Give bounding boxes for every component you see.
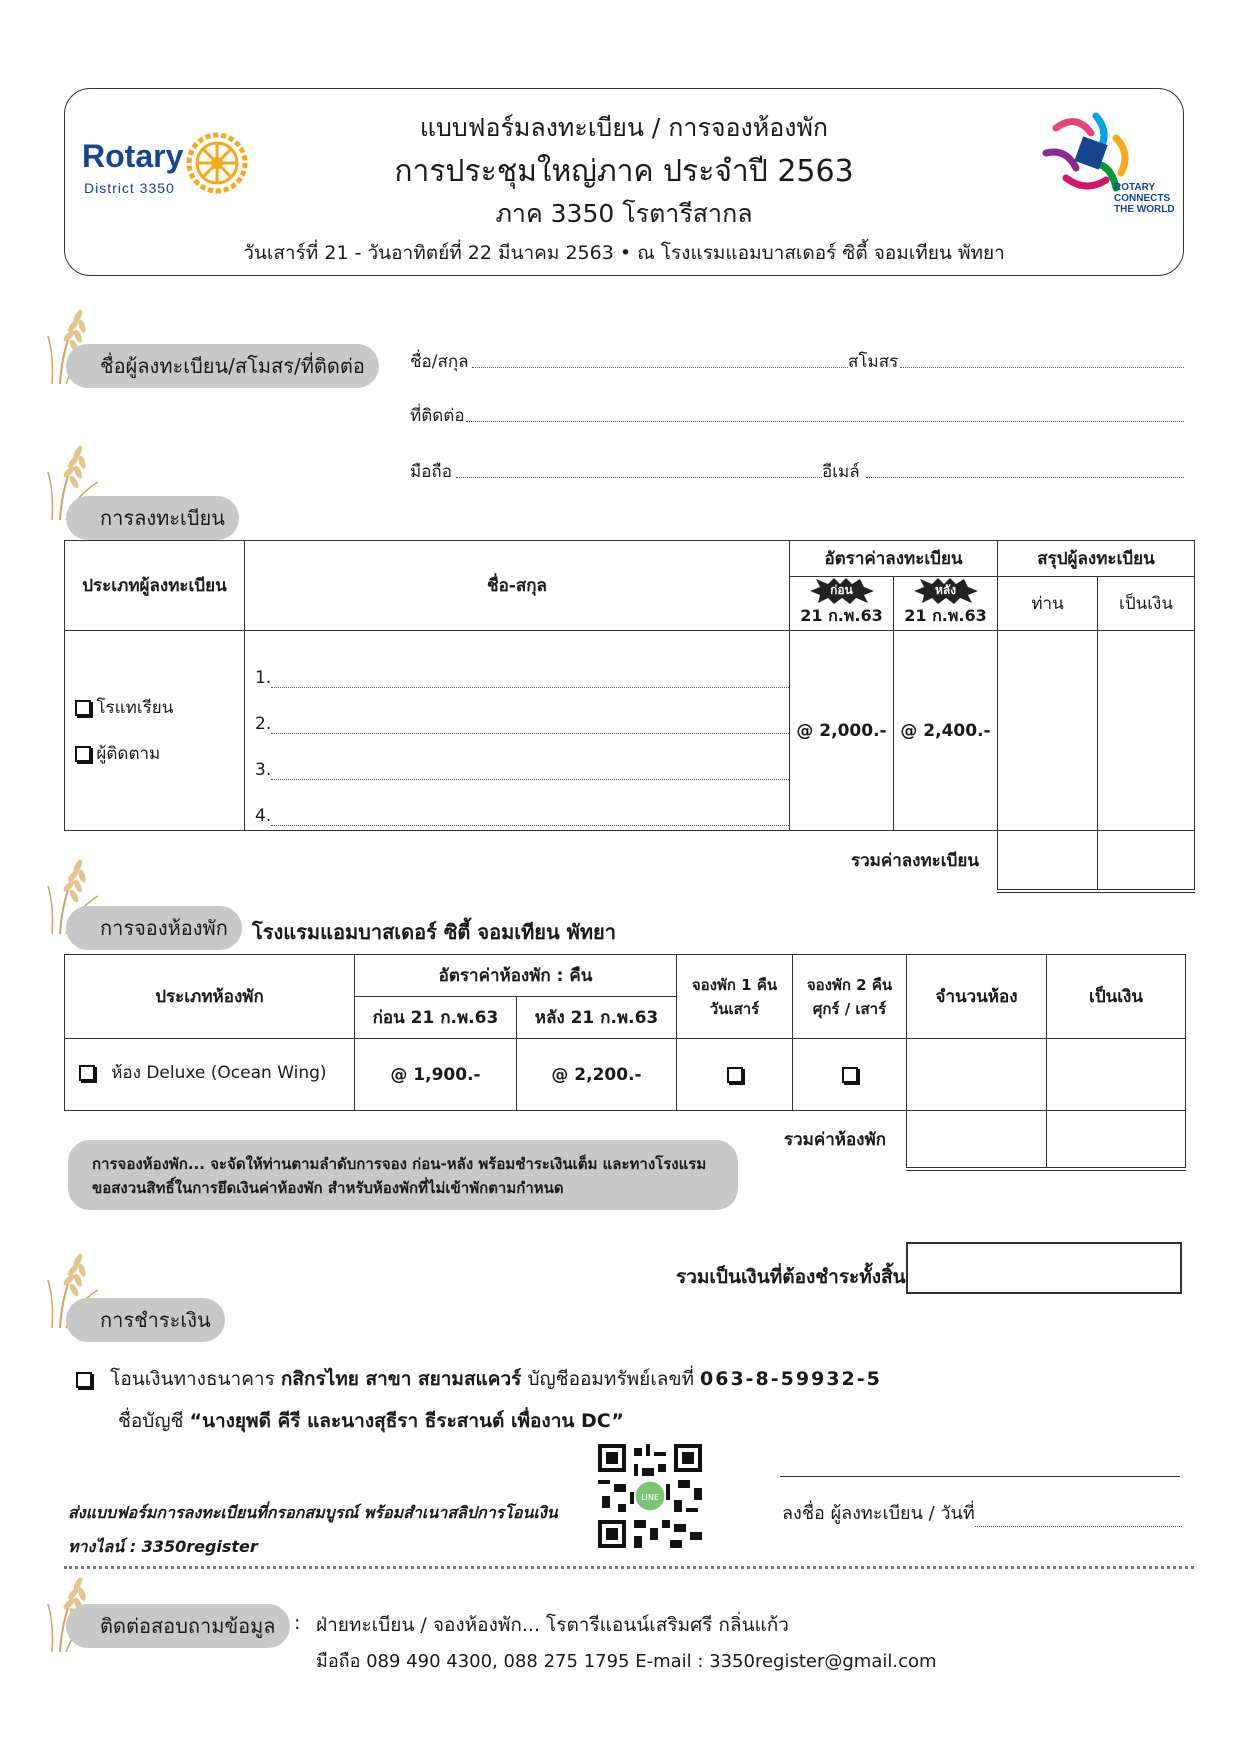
col-amount: เป็นเงิน bbox=[1098, 577, 1195, 631]
registrant-type-options bbox=[65, 631, 245, 831]
persons-cell[interactable] bbox=[998, 631, 1098, 831]
col-registrant-type: ประเภทผู้ลงทะเบียน bbox=[65, 541, 245, 631]
bank-transfer-option[interactable]: โอนเงินทางธนาคาร กสิกรไทย สาขา สยามสแควร์ บัญชีออมทรัพย์เลขที่ 063-8-59932-5 bbox=[76, 1364, 882, 1394]
col-full-name: ชื่อ-สกุล bbox=[245, 541, 790, 631]
hotel-section-tab: การจองห้องพัก bbox=[66, 906, 242, 950]
hotel-total-amount[interactable] bbox=[1047, 1111, 1186, 1169]
col-before-date: ก่อน 21 ก.พ.63 bbox=[790, 577, 894, 631]
payment-section-tab: การชำระเงิน bbox=[66, 1298, 225, 1342]
rotary-wordmark: Rotary bbox=[82, 138, 184, 174]
room-deluxe[interactable]: ห้อง Deluxe (Ocean Wing) bbox=[65, 1039, 355, 1111]
col-rate-before: ก่อน 21 ก.พ.63 bbox=[355, 997, 517, 1039]
account-name-line: ชื่อบัญชี “นางยุพดี คีรี และนางสุธีรา ธีระสานต์ เพื่องาน DC” bbox=[118, 1410, 624, 1432]
two-nights-cell[interactable] bbox=[793, 1039, 907, 1111]
room-rate-after: @ 2,200.- bbox=[517, 1039, 677, 1111]
connects-text: ROTARY CONNECTS THE WORLD bbox=[1114, 182, 1175, 215]
district-title: ภาค 3350 โรตารีสากล bbox=[495, 199, 753, 228]
rotarian-checkbox[interactable] bbox=[75, 700, 91, 716]
room-deluxe-checkbox[interactable] bbox=[79, 1065, 95, 1081]
hotel-name: โรงแรมแอมบาสเดอร์ ซิตี้ จอมเทียน พัทยา bbox=[252, 920, 616, 944]
col-persons: ท่าน bbox=[998, 577, 1098, 631]
col-rate-after: หลัง 21 ก.พ.63 bbox=[517, 997, 677, 1039]
hotel-total-label: รวมค่าห้องพัก bbox=[65, 1111, 907, 1169]
club-label: สโมสร bbox=[848, 352, 899, 372]
two-nights-checkbox[interactable] bbox=[842, 1067, 858, 1083]
email-field[interactable] bbox=[866, 460, 1184, 478]
district-label: District 3350 bbox=[84, 180, 175, 196]
badge-after: หลัง bbox=[914, 578, 978, 604]
event-title: การประชุมใหญ่ภาค ประจำปี 2563 bbox=[394, 154, 854, 189]
registrant-section-tab: ชื่อผู้ลงทะเบียน/สโมสร/ที่ติดต่อ bbox=[66, 344, 379, 388]
bank-transfer-checkbox[interactable] bbox=[76, 1372, 92, 1388]
registration-section-tab: การลงทะเบียน bbox=[66, 496, 239, 540]
address-label: ที่ติดต่อ bbox=[410, 406, 465, 426]
send-instructions: ส่งแบบฟอร์มการลงทะเบียนที่กรอกสมบูรณ์ พร้อมสำเนาสลิปการโอนเงิน ทางไลน์ : 3350register bbox=[68, 1503, 558, 1556]
col-room-type: ประเภทห้องพัก bbox=[65, 955, 355, 1039]
badge-before: ก่อน bbox=[810, 578, 874, 604]
contact-registration-person: ฝ่ายทะเบียน / จองห้องพัก... โรตารีแอนน์เสริมศรี กลิ่นแก้ว bbox=[316, 1614, 789, 1636]
name-entry-1[interactable]: 1. bbox=[255, 642, 789, 688]
col-one-night: จองพัก 1 คืน วันเสาร์ bbox=[677, 955, 793, 1039]
email-label: อีเมล์ bbox=[822, 462, 860, 482]
signature-date-field[interactable]: ลงชื่อ ผู้ลงทะเบียน / วันที่ bbox=[782, 1498, 1182, 1527]
option-follower[interactable]: ผู้ติดตาม bbox=[75, 731, 244, 777]
line-badge: LINE bbox=[641, 1493, 659, 1502]
amount-cell[interactable] bbox=[1098, 631, 1195, 831]
signature-line[interactable] bbox=[780, 1476, 1180, 1477]
mobile-field[interactable] bbox=[456, 460, 822, 478]
registration-total-persons[interactable] bbox=[998, 831, 1098, 891]
address-field[interactable] bbox=[466, 404, 1184, 422]
room-rate-before: @ 1,900.- bbox=[355, 1039, 517, 1111]
form-title: แบบฟอร์มลงทะเบียน / การจองห้องพัก bbox=[419, 113, 829, 142]
col-two-nights: จองพัก 2 คืน ศุกร์ / เสาร์ bbox=[793, 955, 907, 1039]
col-registration-summary: สรุปผู้ลงทะเบียน bbox=[998, 541, 1195, 577]
col-after-date: หลัง 21 ก.พ.63 bbox=[894, 577, 998, 631]
col-registration-rate: อัตราค่าลงทะเบียน bbox=[790, 541, 998, 577]
section-separator bbox=[64, 1566, 1194, 1569]
registration-total-amount[interactable] bbox=[1098, 831, 1195, 891]
mobile-label: มือถือ bbox=[410, 462, 452, 482]
room-amount-cell[interactable] bbox=[1047, 1039, 1186, 1111]
club-field[interactable] bbox=[900, 350, 1184, 368]
name-entry-4[interactable]: 4. bbox=[255, 780, 789, 826]
contact-phone-email: มือถือ 089 490 4300, 088 275 1795 E-mail : 3350register@gmail.com bbox=[316, 1651, 937, 1672]
registration-total-label: รวมค่าลงทะเบียน bbox=[65, 831, 998, 891]
hotel-total-rooms[interactable] bbox=[907, 1111, 1047, 1169]
one-night-checkbox[interactable] bbox=[727, 1067, 743, 1083]
name-field[interactable] bbox=[472, 350, 848, 368]
rate-before: @ 2,000.- bbox=[790, 631, 894, 831]
room-count-cell[interactable] bbox=[907, 1039, 1047, 1111]
name-entries bbox=[245, 631, 790, 831]
grand-total-label: รวมเป็นเงินที่ต้องชำระทั้งสิ้น bbox=[676, 1266, 906, 1288]
event-date-venue: วันเสาร์ที่ 21 - วันอาทิตย์ที่ 22 มีนาคม 2563 • ณ โรงแรมแอมบาสเดอร์ ซิตี้ จอมเทียน พัทยา bbox=[243, 242, 1005, 264]
option-rotarian[interactable]: โรแทเรียน bbox=[75, 685, 244, 731]
one-night-cell[interactable] bbox=[677, 1039, 793, 1111]
hotel-booking-note: การจองห้องพัก... จะจัดให้ท่านตามลำดับการจอง ก่อน-หลัง พร้อมชำระเงินเต็ม และทางโรงแรม ขอสงวนสิทธิ์ในการยึดเงินค่าห้องพัก สำหรับห้องพักที่ไม่เข้าพักตามกำหนด bbox=[68, 1140, 738, 1210]
name-entry-2[interactable]: 2. bbox=[255, 688, 789, 734]
name-label: ชื่อ/สกุล bbox=[410, 352, 469, 372]
grand-total-field[interactable] bbox=[906, 1242, 1182, 1294]
hotel-table bbox=[64, 954, 1186, 1171]
rate-after: @ 2,400.- bbox=[894, 631, 998, 831]
follower-checkbox[interactable] bbox=[75, 746, 91, 762]
col-room-rate: อัตราค่าห้องพัก : คืน bbox=[355, 955, 677, 997]
line-qr-code bbox=[598, 1444, 702, 1548]
contact-colon: : bbox=[294, 1612, 301, 1634]
contact-section-tab: ติดต่อสอบถามข้อมูล bbox=[66, 1604, 290, 1648]
registration-table bbox=[64, 540, 1195, 893]
col-room-amount: เป็นเงิน bbox=[1047, 955, 1186, 1039]
col-room-count: จำนวนห้อง bbox=[907, 955, 1047, 1039]
name-entry-3[interactable]: 3. bbox=[255, 734, 789, 780]
